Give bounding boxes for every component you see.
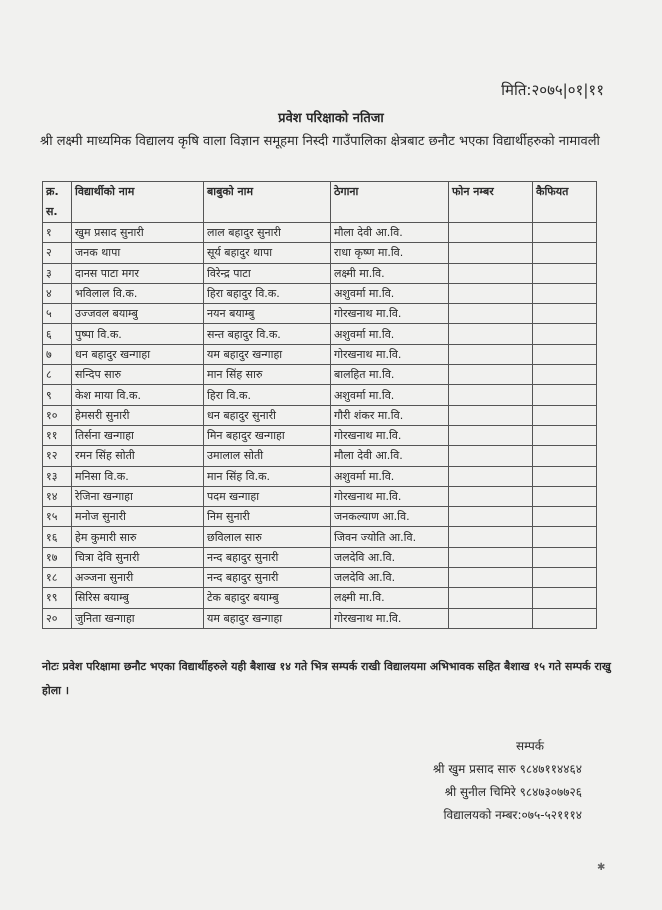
cell-address: बालहित मा.वि. <box>331 365 449 385</box>
header-father-name: बाबुको नाम <box>204 182 331 223</box>
cell-address: गोरखनाथ मा.वि. <box>331 425 449 445</box>
document-title: प्रवेश परिक्षाको नतिजा <box>278 111 384 126</box>
cell-address: लक्ष्मी मा.वि. <box>331 263 449 283</box>
cell-phone <box>449 223 533 243</box>
table-row <box>43 507 597 527</box>
cell-student-name: भविलाल वि.क. <box>72 283 204 303</box>
cell-phone <box>449 385 533 405</box>
cell-phone <box>449 547 533 567</box>
cell-address: अशुवर्मा मा.वि. <box>331 385 449 405</box>
cell-address: गोरखनाथ मा.वि. <box>331 304 449 324</box>
cell-student-name: रमन सिंह सोती <box>72 446 204 466</box>
cell-remarks <box>533 446 597 466</box>
table-row <box>43 588 597 608</box>
cell-father-name: लाल बहादुर सुनारी <box>204 223 331 243</box>
header-sn: क्र. स. <box>43 182 72 223</box>
results-table <box>42 181 597 629</box>
cell-sn: १८ <box>43 568 72 588</box>
note-text: नोटः प्रवेश परिक्षामा छनौट भएका विद्यार्थीहरुले यही बैशाख १४ गते भित्र सम्पर्क राखी विद्यालयमा अभिभावक सहित बैशाख १५ गते सम्पर्क राखु होला । <box>42 660 611 697</box>
cell-sn: १५ <box>43 507 72 527</box>
cell-father-name: छविलाल सारु <box>204 527 331 547</box>
table-row <box>43 283 597 303</box>
cell-sn: ७ <box>43 344 72 364</box>
table-row <box>43 223 597 243</box>
table-row <box>43 344 597 364</box>
cell-student-name: सन्दिप सारु <box>72 365 204 385</box>
table-row <box>43 243 597 263</box>
cell-sn: ६ <box>43 324 72 344</box>
table-row <box>43 608 597 628</box>
cell-address: जलदेवि आ.वि. <box>331 568 449 588</box>
table-row <box>43 365 597 385</box>
cell-address: अशुवर्मा मा.वि. <box>331 324 449 344</box>
cell-address: अशुवर्मा मा.वि. <box>331 466 449 486</box>
cell-sn: १६ <box>43 527 72 547</box>
contact-line-3: विद्यालयको नम्बर:०७५-५२१११४ <box>443 808 582 822</box>
cell-remarks <box>533 243 597 263</box>
cell-student-name: सिरिस बयाम्बु <box>72 588 204 608</box>
cell-phone <box>449 507 533 527</box>
table-row <box>43 568 597 588</box>
table-row <box>43 304 597 324</box>
cell-sn: ५ <box>43 304 72 324</box>
cell-address: लक्ष्मी मा.वि. <box>331 588 449 608</box>
cell-phone <box>449 608 533 628</box>
cell-father-name: सन्त बहादुर वि.क. <box>204 324 331 344</box>
cell-address: गोरखनाथ मा.वि. <box>331 344 449 364</box>
cell-phone <box>449 446 533 466</box>
cell-phone <box>449 527 533 547</box>
cell-father-name: विरेन्द्र पाटा <box>204 263 331 283</box>
cell-remarks <box>533 425 597 445</box>
cell-phone <box>449 344 533 364</box>
table-row <box>43 527 597 547</box>
cell-phone <box>449 283 533 303</box>
cell-remarks <box>533 344 597 364</box>
cell-student-name: पुष्पा वि.क. <box>72 324 204 344</box>
cell-remarks <box>533 223 597 243</box>
table-row <box>43 263 597 283</box>
cell-sn: ३ <box>43 263 72 283</box>
cell-father-name: पदम खन्गाहा <box>204 486 331 506</box>
cell-father-name: मान सिंह सारु <box>204 365 331 385</box>
cell-phone <box>449 486 533 506</box>
cell-father-name: नन्द बहादुर सुनारी <box>204 547 331 567</box>
table-row <box>43 547 597 567</box>
table-row <box>43 324 597 344</box>
header-remarks: कैफियत <box>533 182 597 223</box>
cell-sn: २० <box>43 608 72 628</box>
header-phone: फोन नम्बर <box>449 182 533 223</box>
table-row <box>43 486 597 506</box>
cell-father-name: निम सुनारी <box>204 507 331 527</box>
table-row <box>43 425 597 445</box>
table-header-row <box>43 182 597 223</box>
cell-remarks <box>533 507 597 527</box>
cell-student-name: अञ्जना सुनारी <box>72 568 204 588</box>
cell-father-name: हिरा वि.क. <box>204 385 331 405</box>
cell-address: मौला देवी आ.वि. <box>331 223 449 243</box>
cell-student-name: मनिसा वि.क. <box>72 466 204 486</box>
cell-sn: १३ <box>43 466 72 486</box>
cell-student-name: धन बहादुर खन्गाहा <box>72 344 204 364</box>
cell-sn: २ <box>43 243 72 263</box>
cell-remarks <box>533 385 597 405</box>
cell-sn: १० <box>43 405 72 425</box>
cell-phone <box>449 466 533 486</box>
cell-phone <box>449 588 533 608</box>
cell-student-name: हेमसरी सुनारी <box>72 405 204 425</box>
cell-student-name: जुनिता खन्गाहा <box>72 608 204 628</box>
contact-heading: सम्पर्क <box>516 739 544 753</box>
cell-remarks <box>533 608 597 628</box>
cell-sn: ८ <box>43 365 72 385</box>
cell-student-name: खुम प्रसाद सुनारी <box>72 223 204 243</box>
cell-student-name: केश माया वि.क. <box>72 385 204 405</box>
cell-student-name: मनोज सुनारी <box>72 507 204 527</box>
cell-sn: १२ <box>43 446 72 466</box>
cell-father-name: हिरा बहादुर वि.क. <box>204 283 331 303</box>
cell-remarks <box>533 283 597 303</box>
cell-sn: ९ <box>43 385 72 405</box>
cell-phone <box>449 405 533 425</box>
cell-sn: १७ <box>43 547 72 567</box>
cell-father-name: सूर्य बहादुर थापा <box>204 243 331 263</box>
cell-remarks <box>533 466 597 486</box>
table-body <box>43 223 597 629</box>
cell-sn: ४ <box>43 283 72 303</box>
cell-student-name: चित्रा देवि सुनारी <box>72 547 204 567</box>
cell-phone <box>449 568 533 588</box>
cell-student-name: तिर्सना खन्गाहा <box>72 425 204 445</box>
cell-address: गौरी शंकर मा.वि. <box>331 405 449 425</box>
cell-student-name: जनक थापा <box>72 243 204 263</box>
cell-remarks <box>533 365 597 385</box>
cell-student-name: हेम कुमारी सारु <box>72 527 204 547</box>
date-label: मिति:२०७५|०१|११ <box>501 81 604 99</box>
cell-sn: १ <box>43 223 72 243</box>
table-row <box>43 466 597 486</box>
cell-remarks <box>533 486 597 506</box>
cell-student-name: रेजिना खन्गाहा <box>72 486 204 506</box>
cell-student-name: दानस पाटा मगर <box>72 263 204 283</box>
document-subtitle: श्री लक्ष्मी माध्यमिक विद्यालय कृषि वाला विज्ञान समूहमा निस्दी गाउँपालिका क्षेत्रबाट छनौट भएका विद्यार्थीहरुको नामावली <box>40 134 600 149</box>
cell-father-name: टेक बहादुर बयाम्बु <box>204 588 331 608</box>
cell-phone <box>449 365 533 385</box>
cell-phone <box>449 304 533 324</box>
cell-remarks <box>533 588 597 608</box>
cell-remarks <box>533 568 597 588</box>
cell-address: जिवन ज्योति आ.वि. <box>331 527 449 547</box>
cell-father-name: नयन बयाम्बु <box>204 304 331 324</box>
cell-address: जनकल्याण आ.वि. <box>331 507 449 527</box>
cell-address: राधा कृष्ण मा.वि. <box>331 243 449 263</box>
cell-father-name: यम बहादुर खन्गाहा <box>204 608 331 628</box>
header-student-name: विद्यार्थीको नाम <box>72 182 204 223</box>
cell-address: गोरखनाथ मा.वि. <box>331 486 449 506</box>
cell-phone <box>449 425 533 445</box>
cell-remarks <box>533 547 597 567</box>
cell-father-name: धन बहादुर सुनारी <box>204 405 331 425</box>
cell-student-name: उज्जवल बयाम्बु <box>72 304 204 324</box>
cell-father-name: नन्द बहादुर सुनारी <box>204 568 331 588</box>
cell-sn: ११ <box>43 425 72 445</box>
cell-remarks <box>533 263 597 283</box>
table-row <box>43 446 597 466</box>
cell-phone <box>449 324 533 344</box>
cell-phone <box>449 263 533 283</box>
cell-phone <box>449 243 533 263</box>
cell-remarks <box>533 324 597 344</box>
cell-address: जलदेवि आ.वि. <box>331 547 449 567</box>
cell-address: गोरखनाथ मा.वि. <box>331 608 449 628</box>
cell-father-name: यम बहादुर खन्गाहा <box>204 344 331 364</box>
contact-line-1: श्री खुम प्रसाद सारु ९८४७११४४६४ <box>432 762 582 776</box>
ink-mark-icon: ✱ <box>597 862 606 873</box>
cell-remarks <box>533 527 597 547</box>
cell-remarks <box>533 304 597 324</box>
cell-sn: १९ <box>43 588 72 608</box>
contact-line-2: श्री सुनील चिमिरे ९८४७३०७७२६ <box>444 785 582 799</box>
cell-father-name: मान सिंह वि.क. <box>204 466 331 486</box>
cell-remarks <box>533 405 597 425</box>
cell-address: मौला देवी आ.वि. <box>331 446 449 466</box>
header-address: ठेगाना <box>331 182 449 223</box>
cell-father-name: उमालाल सोती <box>204 446 331 466</box>
table-row <box>43 405 597 425</box>
table-row <box>43 385 597 405</box>
cell-father-name: मिन बहादुर खन्गाहा <box>204 425 331 445</box>
contact-block <box>433 735 582 827</box>
cell-address: अशुवर्मा मा.वि. <box>331 283 449 303</box>
cell-sn: १४ <box>43 486 72 506</box>
